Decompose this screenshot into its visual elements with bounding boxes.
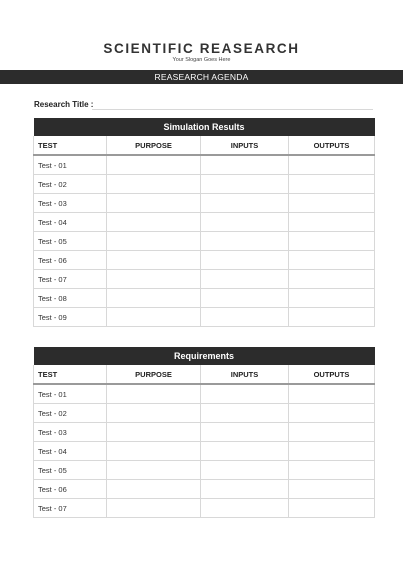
col-header-purpose: PURPOSE [107,365,201,384]
purpose-cell[interactable] [107,499,201,518]
outputs-cell[interactable] [289,384,375,404]
outputs-cell[interactable] [289,175,375,194]
purpose-cell[interactable] [107,155,201,175]
table-row [34,384,375,404]
col-header-test: TEST [34,365,107,384]
outputs-cell[interactable] [289,461,375,480]
purpose-cell[interactable] [107,404,201,423]
test-name-cell: Test - 04 [34,442,107,461]
test-name-cell: Test - 01 [34,155,107,175]
outputs-cell[interactable] [289,308,375,327]
table-row [34,155,375,175]
outputs-cell[interactable] [289,289,375,308]
inputs-cell[interactable] [201,499,289,518]
agenda-bar: REASEARCH AGENDA [0,70,403,84]
outputs-cell[interactable] [289,194,375,213]
table-row [34,461,375,480]
table-row [34,213,375,232]
test-name-cell: Test - 05 [34,461,107,480]
test-name-cell: Test - 06 [34,480,107,499]
test-name-cell: Test - 06 [34,251,107,270]
test-name-cell: Test - 04 [34,213,107,232]
simulation-results-title: Simulation Results [34,118,375,136]
outputs-cell[interactable] [289,480,375,499]
research-title-line[interactable] [92,109,373,110]
purpose-cell[interactable] [107,442,201,461]
inputs-cell[interactable] [201,232,289,251]
inputs-cell[interactable] [201,213,289,232]
test-name-cell: Test - 02 [34,404,107,423]
inputs-cell[interactable] [201,289,289,308]
purpose-cell[interactable] [107,251,201,270]
table-row [34,270,375,289]
table-row [34,404,375,423]
test-name-cell: Test - 03 [34,194,107,213]
table-row [34,194,375,213]
outputs-cell[interactable] [289,270,375,289]
test-name-cell: Test - 09 [34,308,107,327]
table-row [34,289,375,308]
document-title: SCIENTIFIC REASEARCH [103,41,300,56]
col-header-outputs: OUTPUTS [289,365,375,384]
inputs-cell[interactable] [201,194,289,213]
table-row [34,175,375,194]
purpose-cell[interactable] [107,175,201,194]
col-header-outputs: OUTPUTS [289,136,375,155]
inputs-cell[interactable] [201,423,289,442]
purpose-cell[interactable] [107,480,201,499]
outputs-cell[interactable] [289,251,375,270]
requirements-table [33,347,375,518]
simulation-results-table [33,118,375,327]
col-header-purpose: PURPOSE [107,136,201,155]
test-name-cell: Test - 08 [34,289,107,308]
purpose-cell[interactable] [107,423,201,442]
purpose-cell[interactable] [107,384,201,404]
inputs-cell[interactable] [201,251,289,270]
purpose-cell[interactable] [107,308,201,327]
inputs-cell[interactable] [201,404,289,423]
col-header-test: TEST [34,136,107,155]
table-row [34,480,375,499]
outputs-cell[interactable] [289,442,375,461]
test-name-cell: Test - 07 [34,270,107,289]
table-row [34,499,375,518]
outputs-cell[interactable] [289,232,375,251]
outputs-cell[interactable] [289,499,375,518]
inputs-cell[interactable] [201,480,289,499]
table-row [34,251,375,270]
table-row [34,442,375,461]
purpose-cell[interactable] [107,270,201,289]
inputs-cell[interactable] [201,384,289,404]
test-name-cell: Test - 07 [34,499,107,518]
inputs-cell[interactable] [201,308,289,327]
slogan: Your Slogan Goes Here [172,57,231,63]
inputs-cell[interactable] [201,155,289,175]
inputs-cell[interactable] [201,175,289,194]
table-row [34,232,375,251]
outputs-cell[interactable] [289,213,375,232]
inputs-cell[interactable] [201,270,289,289]
test-name-cell: Test - 01 [34,384,107,404]
inputs-cell[interactable] [201,461,289,480]
purpose-cell[interactable] [107,289,201,308]
purpose-cell[interactable] [107,194,201,213]
outputs-cell[interactable] [289,155,375,175]
requirements-title: Requirements [34,347,375,365]
purpose-cell[interactable] [107,461,201,480]
research-title-label: Research Title : [34,100,94,109]
test-name-cell: Test - 02 [34,175,107,194]
col-header-inputs: INPUTS [201,136,289,155]
purpose-cell[interactable] [107,232,201,251]
test-name-cell: Test - 03 [34,423,107,442]
test-name-cell: Test - 05 [34,232,107,251]
outputs-cell[interactable] [289,404,375,423]
outputs-cell[interactable] [289,423,375,442]
inputs-cell[interactable] [201,442,289,461]
table-row [34,423,375,442]
purpose-cell[interactable] [107,213,201,232]
table-row [34,308,375,327]
col-header-inputs: INPUTS [201,365,289,384]
